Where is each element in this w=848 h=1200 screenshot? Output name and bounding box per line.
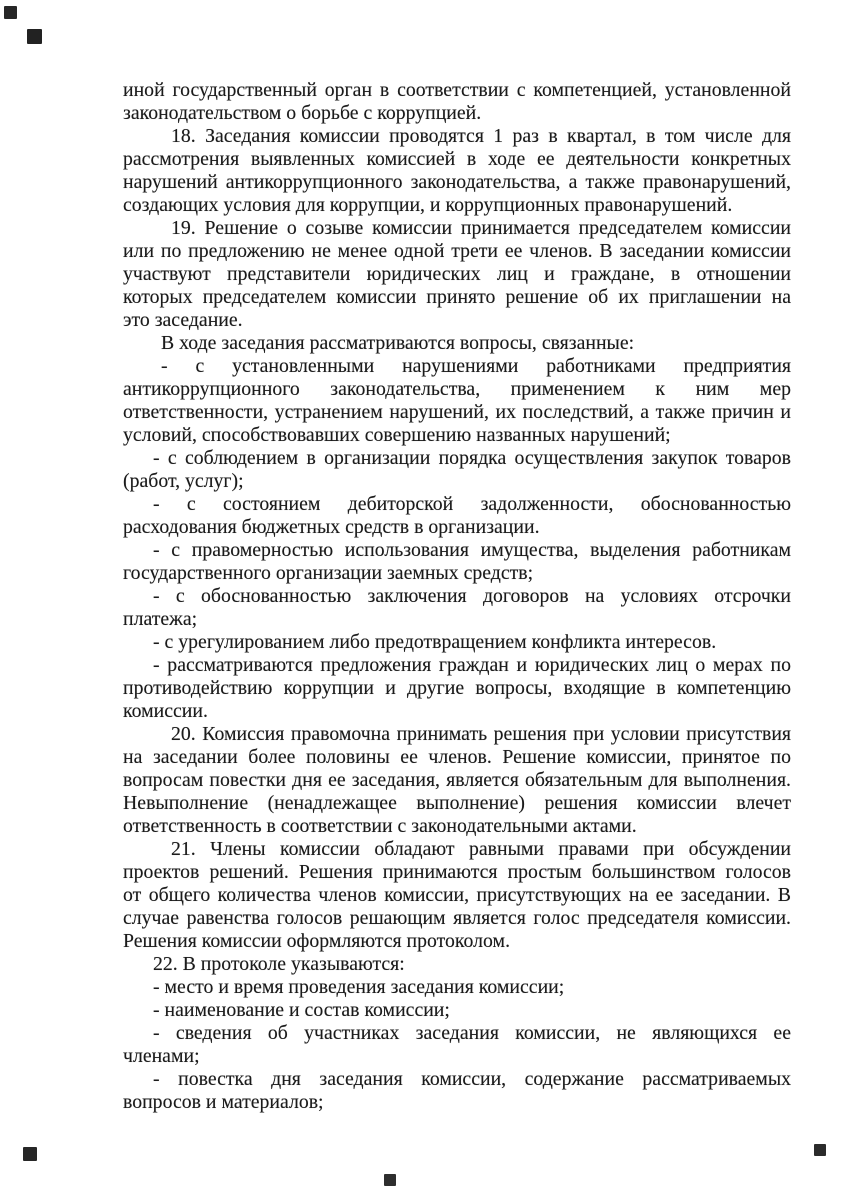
text-line: участвуют представители юридических лиц и граждане, в отношении [123,263,791,285]
text-line: - с урегулированием либо предотвращением конфликта интересов. [153,631,717,653]
text-line: ответственности, устранением нарушений, их последствий, а также причин и [123,401,791,423]
text-line: противодействию коррупции и другие вопросы, входящие в компетенцию [123,677,791,699]
text-line: вопросов и материалов; [123,1091,324,1113]
text-line: - с установленными нарушениями работниками предприятия [161,355,791,377]
scan-speck-bottom-center [384,1174,396,1186]
text-line: - с обоснованностью заключения договоров на условиях отсрочки [153,585,791,607]
text-line: иной государственный орган в соответствии с компетенцией, установленной [123,79,791,101]
text-line: антикоррупционного законодательства, применением к ним мер [123,378,791,400]
text-line: платежа; [123,608,198,630]
text-line: 21. Члены комиссии обладают равными правами при обсуждении [171,838,791,860]
text-line: членами; [123,1045,200,1067]
text-line: 20. Комиссия правомочна принимать решения при условии присутствия [171,723,791,745]
text-line: нарушений антикоррупционного законодательства, а также правонарушений, [123,171,791,193]
scan-speck-top-left-1 [4,6,17,19]
text-line: - повестка дня заседания комиссии, содержание рассматриваемых [153,1068,791,1090]
text-line: или по предложению не менее одной трети ее членов. В заседании комиссии [123,240,791,262]
text-line: 22. В протоколе указываются: [153,953,405,975]
text-line: - место и время проведения заседания комиссии; [153,976,565,998]
text-line: - сведения об участниках заседания комиссии, не являющихся ее [153,1022,791,1044]
text-line: от общего количества членов комиссии, присутствующих на ее заседании. В [123,884,791,906]
text-line: В ходе заседания рассматриваются вопросы, связанные: [161,332,635,354]
text-line: создающих условия для коррупции, и коррупционных правонарушений. [123,194,733,216]
text-line: 18. Заседания комиссии проводятся 1 раз в квартал, в том числе для [171,125,791,147]
text-line: Решения комиссии оформляются протоколом. [123,930,511,952]
scan-speck-bottom-left [23,1147,37,1161]
scan-speck-top-left-2 [27,29,42,44]
text-line: (работ, услуг); [123,470,244,492]
text-line: расходования бюджетных средств в организации. [123,516,540,538]
text-line: законодательством о борьбе с коррупцией. [123,102,482,124]
text-line: комиссии. [123,700,208,722]
text-line: - наименование и состав комиссии; [153,999,450,1021]
text-line: 19. Решение о созыве комиссии принимается председателем комиссии [171,217,791,239]
text-line: ответственность в соответствии с законодательными актами. [123,815,637,837]
text-line: - с правомерностью использования имущества, выделения работникам [153,539,791,561]
document-text-block [123,79,791,1114]
text-line: - с состоянием дебиторской задолженности, обоснованностью [153,493,791,515]
scan-speck-bottom-right [814,1144,826,1156]
text-line: условий, способствовавших совершению названных нарушений; [123,424,671,446]
text-line: Невыполнение (ненадлежащее выполнение) решения комиссии влечет [123,792,791,814]
text-line: случае равенства голосов решающим является голос председателя комиссии. [123,907,791,929]
text-line: государственного организации заемных средств; [123,562,534,584]
text-line: - рассматриваются предложения граждан и юридических лиц о мерах по [153,654,791,676]
text-line: проектов решений. Решения принимаются простым большинством голосов [123,861,791,883]
text-line: вопросам повестки дня ее заседания, является обязательным для выполнения. [123,769,791,791]
text-line: рассмотрения выявленных комиссией в ходе ее деятельности конкретных [123,148,791,170]
text-line: это заседание. [123,309,243,331]
text-line: - с соблюдением в организации порядка осуществления закупок товаров [153,447,791,469]
text-line: на заседании более половины ее членов. Решение комиссии, принятое по [123,746,791,768]
text-line: которых председателем комиссии принято решение об их приглашении на [123,286,791,308]
